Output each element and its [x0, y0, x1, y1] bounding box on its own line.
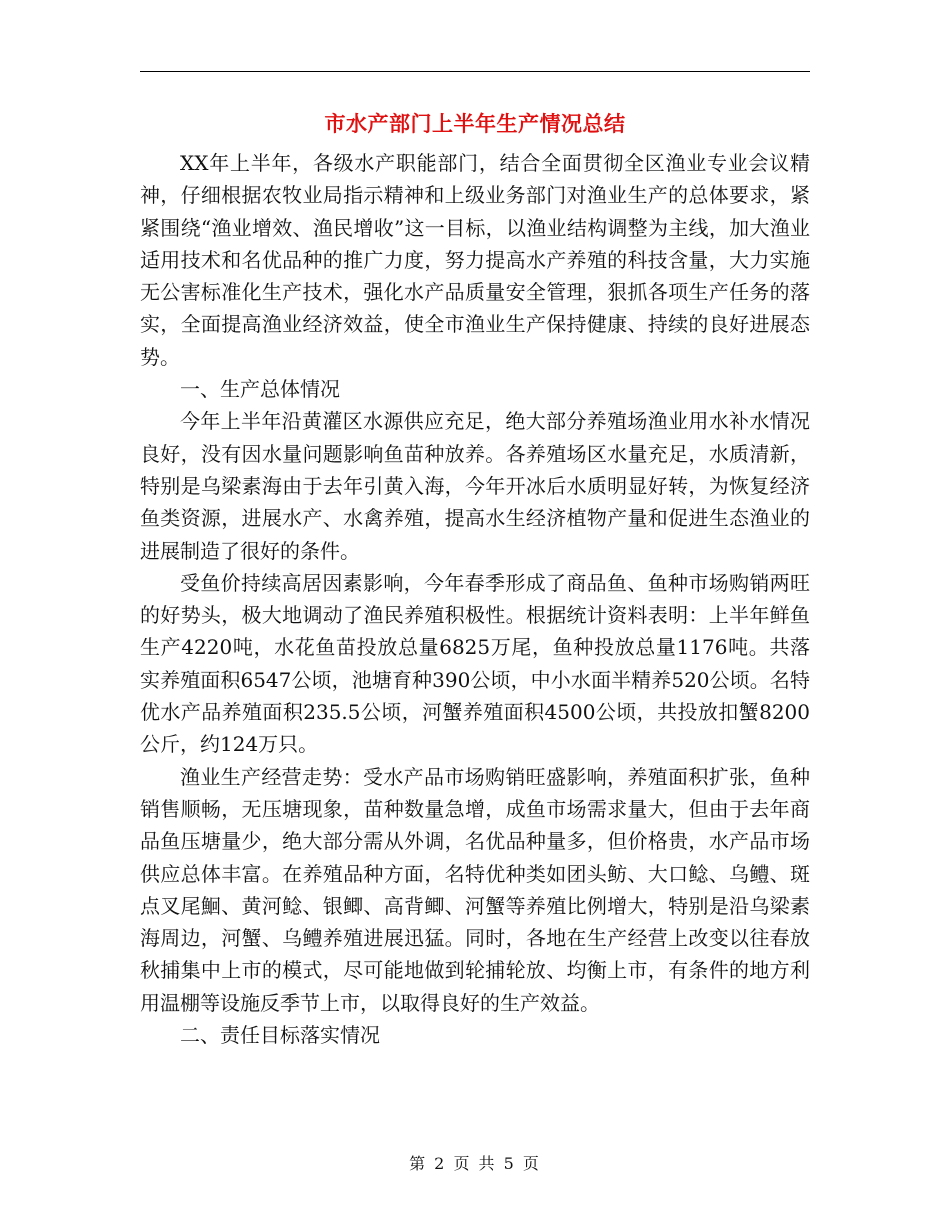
paragraph-market-trend: 渔业生产经营走势：受水产品市场购销旺盛影响，养殖面积扩张，鱼种销售顺畅，无压塘现象，苗种数量急增，成鱼市场需求量大，但由于去年商品鱼压塘量少，绝大部分需从外调，名优品种量多，但价格贵，水产品市场供应总体丰富。在养殖品种方面，名特优种类如团头鲂、大口鲶、乌鳢、斑点叉尾鮰、黄河鲶、银鲫、高背鲫、河蟹等养殖比例增大，特别是沿乌梁素海周边，河蟹、乌鳢养殖进展迅猛。同时，各地在生产经营上改变以往春放秋捕集中上市的模式，尽可能地做到轮捕轮放、均衡上市，有条件的地方利用温棚等设施反季节上市，以取得良好的生产效益。 [140, 764, 810, 1015]
section-heading-2: 二、责任目标落实情况 [180, 1023, 380, 1048]
document-title: 市水产部门上半年生产情况总结 [324, 112, 626, 136]
header-rule [140, 71, 810, 72]
section-heading-1: 一、生产总体情况 [180, 377, 340, 402]
paragraph-water-supply: 今年上半年沿黄灌区水源供应充足，绝大部分养殖场渔业用水补水情况良好，没有因水量问题影响鱼苗种放养。各养殖场区水量充足，水质清新，特别是乌梁素海由于去年引黄入海，今年开冰后水质明显好转，为恢复经济鱼类资源，进展水产、水禽养殖，提高水生经济植物产量和促进生态渔业的进展制造了很好的条件。 [140, 409, 810, 563]
page-footer: 第 2 页 共 5 页 [409, 1154, 541, 1173]
document-body [140, 147, 810, 1051]
paragraph-statistics: 受鱼价持续高居因素影响，今年春季形成了商品鱼、鱼种市场购销两旺的好势头，极大地调动了渔民养殖积极性。根据统计资料表明：上半年鲜鱼生产4220吨，水花鱼苗投放总量6825万尾，鱼种投放总量1176吨。共落实养殖面积6547公顷，池塘育种390公顷，中小水面半精养520公顷。名特优水产品养殖面积235.5公顷，河蟹养殖面积4500公顷，共投放扣蟹8200公斤，约124万只。 [140, 570, 810, 757]
paragraph-intro: XX年上半年，各级水产职能部门，结合全面贯彻全区渔业专业会议精神，仔细根据农牧业局指示精神和上级业务部门对渔业生产的总体要求，紧紧围绕“渔业增效、渔民增收”这一目标，以渔业结构调整为主线，加大渔业适用技术和名优品种的推广力度，努力提高水产养殖的科技含量，大力实施无公害标准化生产技术，强化水产品质量安全管理，狠抓各项生产任务的落实，全面提高渔业经济效益，使全市渔业生产保持健康、持续的良好进展态势。 [140, 151, 810, 369]
